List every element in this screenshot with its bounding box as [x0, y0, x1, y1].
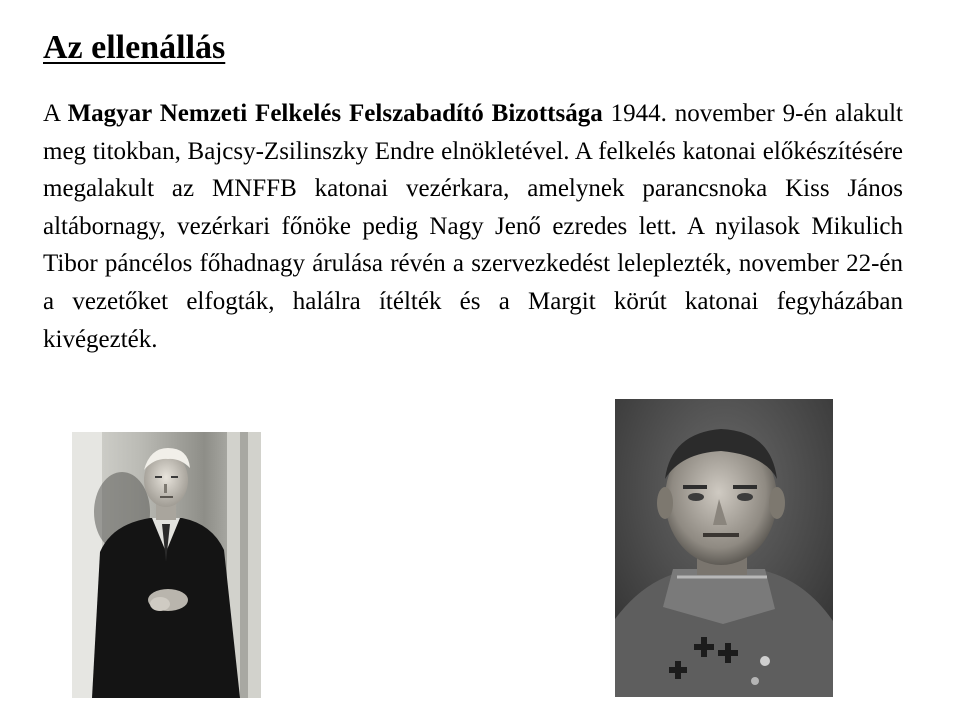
photo-left-image — [72, 432, 261, 698]
slide-title: Az ellenállás — [43, 29, 226, 66]
body-paragraph — [43, 95, 903, 358]
paragraph-prefix: A — [43, 100, 68, 127]
paragraph-rest: 1944. november 9-én alakult meg titokban, Bajcsy-Zsilinszky Endre elnökletével. A felkelés katonai előkészítésére megalakult az MNFFB katonai vezérkara, amelynek parancsnoka Kiss János altábornagy, vezérkari főnöke pedig Nagy Jenő ezredes lett. A nyilasok Mikulich Tibor páncélos főhadnagy árulása révén a szervezkedést leleplezték, november 22-én a vezetőket elfogták, halálra ítélték és a Margit körút katonai fegyházában kivégezték. — [43, 100, 903, 353]
photo-right-image — [615, 399, 833, 697]
photo-left — [72, 432, 261, 698]
photo-right — [615, 399, 833, 697]
paragraph-bold-organization: Magyar Nemzeti Felkelés Felszabadító Bizottsága — [67, 100, 603, 127]
